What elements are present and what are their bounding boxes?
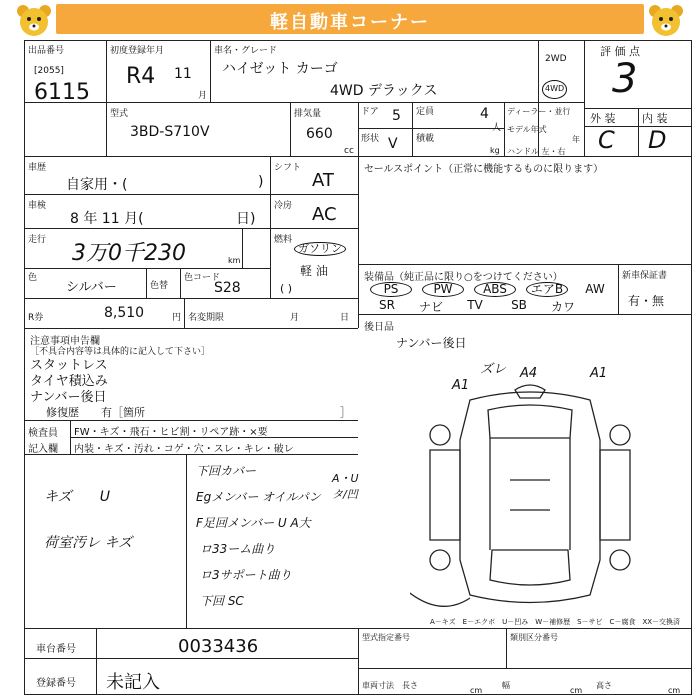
handwritten-left-1: キズ U <box>44 489 110 505</box>
sales-point-label: セールスポイント（正常に機能するものに限ります） <box>364 164 604 175</box>
door-label: ドア <box>361 107 379 117</box>
equipment-item: SB <box>511 298 527 312</box>
reg-month: 11 <box>174 66 192 82</box>
shape-value: V <box>388 136 398 152</box>
length-cm: cm <box>470 686 483 695</box>
door-value: 5 <box>392 108 401 124</box>
equipment-row-2 <box>370 298 610 315</box>
equipment-row-1 <box>370 282 610 297</box>
length-label: 長さ <box>402 681 418 690</box>
height-label: 高さ <box>596 681 612 690</box>
color-code-label: 色コード <box>184 273 221 283</box>
handwritten-right-2: Egメンバー オイルパン <box>196 490 321 504</box>
fuel-label: 燃料 <box>274 235 293 245</box>
ac-value: AC <box>312 204 337 225</box>
repair-history: 修復歴 有［箇所 <box>46 406 145 419</box>
damage-mark-sure: ズレ <box>480 362 507 377</box>
damage-mark-a1-left: A1 <box>452 378 470 393</box>
handwritten-right-4: ロ33ーム曲り <box>200 542 276 556</box>
name-change-label: 名変期限 <box>188 313 225 323</box>
dealer-label: ディーラー・並行 <box>507 107 571 116</box>
drive-4wd-circled: 4WD <box>542 80 567 99</box>
capacity-unit: 人 <box>492 123 502 133</box>
usage-close: ) <box>258 174 264 190</box>
equipment-item: エアB <box>526 282 568 297</box>
color-code-value: S28 <box>214 280 241 296</box>
kg-unit: kg <box>490 146 500 155</box>
handwritten-right-3: F足回メンバー U A大 <box>196 516 311 530</box>
equipment-item: ABS <box>474 282 516 297</box>
displacement-label: 排気量 <box>294 109 322 119</box>
handwritten-side-note: A・U タ/凹 <box>332 472 359 501</box>
equipment-label: 装備品（純正品に限り○をつけてください） <box>364 272 563 283</box>
name-change-day: 日 <box>340 313 350 323</box>
equipment-item: SR <box>379 298 395 312</box>
handwritten-left-2: 荷室汚レ キズ <box>44 535 133 551</box>
capacity-label: 定員 <box>416 107 435 117</box>
bear-mascot-icon <box>646 2 686 40</box>
model-label: 型式 <box>110 109 129 119</box>
notes-line-2: タイヤ積込み <box>30 374 108 389</box>
recycle-amount: 8,510 <box>104 305 145 321</box>
score-label: 評 価 点 <box>600 45 640 58</box>
grade: 4WD デラックス <box>330 83 438 99</box>
inspection-value: 8 年 11 月( <box>70 211 144 227</box>
damage-mark-a1-right: A1 <box>590 366 608 381</box>
mileage-value: 3万0千230 <box>72 241 186 266</box>
car-diagram <box>410 380 650 618</box>
interior-label: 内 装 <box>642 112 668 125</box>
usage-label: 車歴 <box>28 163 47 173</box>
year-unit: 年 <box>572 135 580 144</box>
handwritten-right-6: 下回 SC <box>200 594 244 608</box>
new-warranty-label: 新車保証書 <box>622 271 668 281</box>
inspection-day: 日) <box>236 211 256 227</box>
reg-month-unit: 月 <box>198 91 208 101</box>
ac-label: 冷房 <box>274 201 293 211</box>
chassis-label: 車台番号 <box>36 644 76 655</box>
size-label: 車両寸法 <box>362 681 394 690</box>
reg-no-value: 未記入 <box>106 672 160 693</box>
rear-items-value: ナンバー後日 <box>396 336 467 350</box>
model-year-label: モデル年式 <box>507 125 547 134</box>
damage-legend: A－キズ E－エクボ U－凹み W－補修歴 S－サビ C－腐食 XX－交換済 <box>430 618 681 626</box>
car-name: ハイゼット カーゴ <box>222 61 338 77</box>
color-label: 色 <box>28 273 38 283</box>
km-unit: km <box>228 256 241 265</box>
equipment-item: TV <box>467 298 483 312</box>
cc-unit: cc <box>344 146 354 156</box>
inspector-fw-row: FW・キズ・飛石・ヒビ割・リペア跡・×要 <box>74 427 268 438</box>
yen-unit: 円 <box>172 313 182 323</box>
approval-label: 型式指定番号 <box>362 633 410 642</box>
lot-label: 出品番号 <box>28 46 65 56</box>
bear-mascot-icon <box>14 2 54 40</box>
inspector-interior-row: 内装・キズ・汚れ・コゲ・穴・スレ・キレ・破レ <box>74 444 294 455</box>
width-label: 幅 <box>502 681 510 690</box>
inspector-label: 検査員 <box>28 428 58 439</box>
model-value: 3BD-S710V <box>130 124 210 140</box>
lot-number: 6115 <box>34 80 90 105</box>
displacement-value: 660 <box>306 126 333 142</box>
repair-close: ］ <box>340 406 351 419</box>
load-label: 積載 <box>416 134 435 144</box>
interior-grade: D <box>648 126 667 154</box>
exterior-label: 外 装 <box>590 112 616 125</box>
reg-no-label: 登録番号 <box>36 678 76 689</box>
equipment-item: PW <box>422 282 464 297</box>
inspection-label: 車検 <box>28 201 47 211</box>
equipment-item: ナビ <box>418 300 443 314</box>
color-value: シルバー <box>66 280 117 295</box>
notes-line-1: スタットレス <box>30 358 108 373</box>
drive-2wd: 2WD <box>545 54 567 64</box>
notes-sub: ［不具合内容等は具体的に記入して下さい］ <box>30 347 211 357</box>
rear-items-label: 後日品 <box>364 322 394 333</box>
reg-era: R4 <box>126 64 156 89</box>
equipment-item: カワ <box>550 300 575 314</box>
handwritten-right-5: ロ3サポート曲り <box>200 568 292 582</box>
lot-sub: [2055] <box>34 66 64 76</box>
handwritten-right-1: 下回カバー <box>196 464 257 478</box>
fuel-other: ( ) <box>280 282 293 295</box>
capacity-value: 4 <box>480 106 489 122</box>
mileage-label: 走行 <box>28 235 47 245</box>
score-value: 3 <box>612 56 638 102</box>
reg-label: 初度登録年月 <box>110 46 165 56</box>
notes-line-3: ナンバー後日 <box>30 390 107 405</box>
equipment-item: AW <box>585 282 605 296</box>
shift-label: シフト <box>274 163 302 173</box>
fuel-diesel: 軽 油 <box>300 264 328 278</box>
damage-mark-a4: A4 <box>520 366 538 381</box>
fill-label: 記入欄 <box>28 444 58 455</box>
chassis-number: 0033436 <box>178 636 259 657</box>
recycle-label: R券 <box>28 313 44 323</box>
new-warranty-value: 有・無 <box>628 294 665 308</box>
equipment-item: PS <box>370 282 412 297</box>
category-label: 類別区分番号 <box>510 633 558 642</box>
shift-value: AT <box>312 170 334 191</box>
name-label: 車名・グレード <box>214 46 278 56</box>
notes-label: 注意事項申告欄 <box>30 336 100 347</box>
shape-label: 形状 <box>361 134 380 144</box>
name-change-month: 月 <box>290 313 300 323</box>
page-title: 軽自動車コーナー <box>270 12 430 33</box>
width-cm: cm <box>570 686 583 695</box>
header-banner <box>56 4 644 34</box>
color-change-label: 色替 <box>150 281 169 291</box>
usage-value: 自家用・( <box>66 177 128 193</box>
handle-label: ハンドル 左・右 <box>507 147 566 156</box>
exterior-grade: C <box>598 126 615 154</box>
height-cm: cm <box>668 686 681 695</box>
fuel-gasoline-circled: ガソリン <box>294 242 346 256</box>
